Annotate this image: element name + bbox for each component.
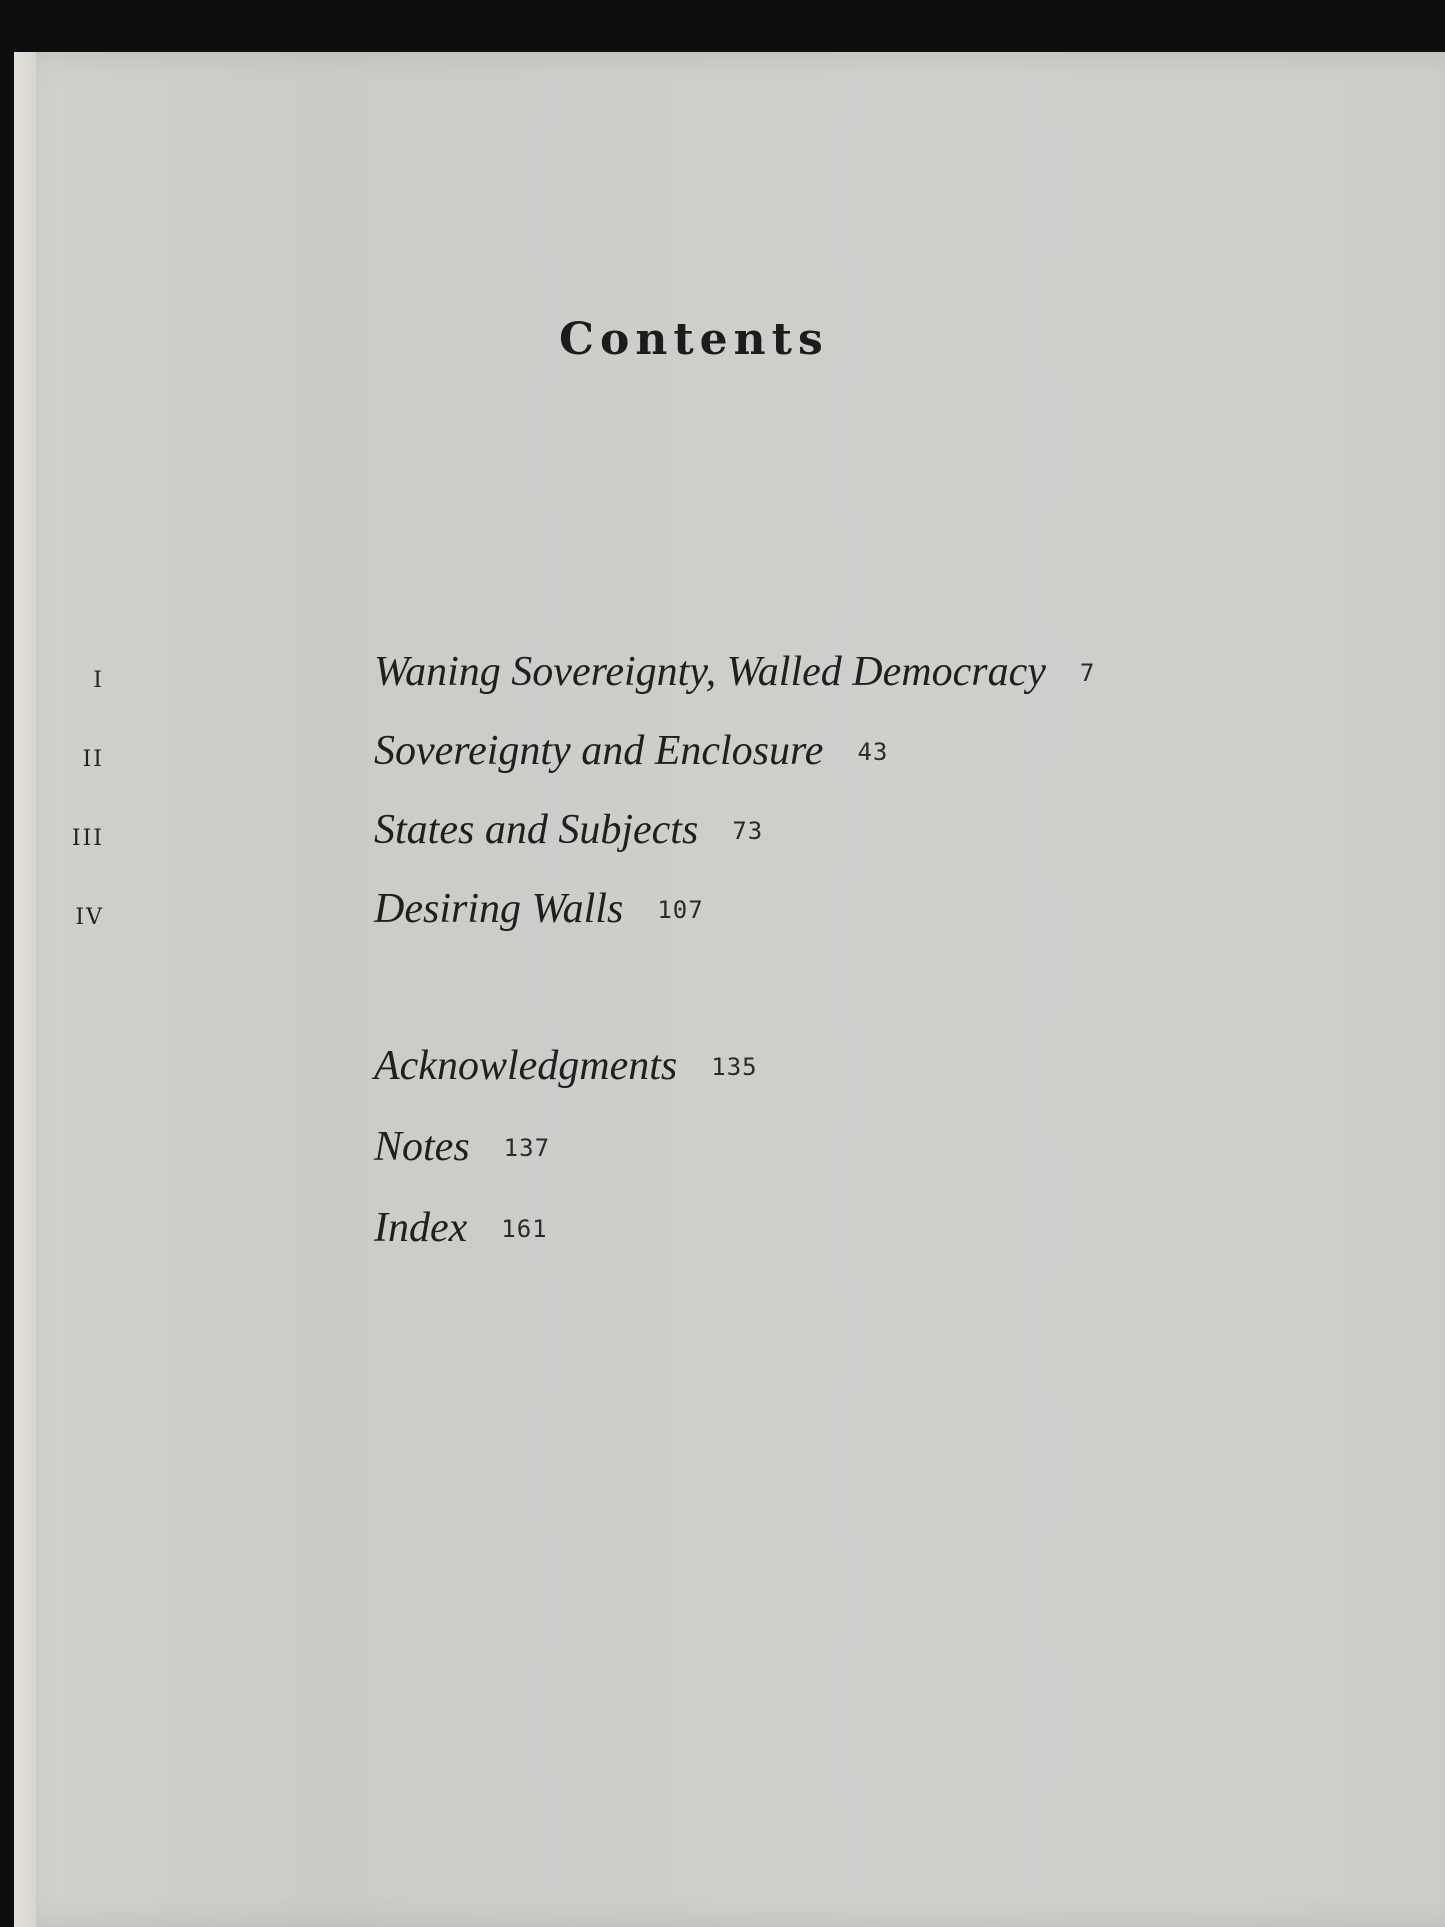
toc-chapter-1 [14,648,1214,708]
chapter-title: Waning Sovereignty, Walled Democracy [374,649,1046,695]
chapter-entry [374,648,1095,696]
back-matter-title: Acknowledgments [374,1043,678,1089]
chapter-numeral: III [71,826,104,851]
back-matter-entry [374,1123,550,1171]
toc-back-matter-1 [14,1042,1214,1102]
chapter-numeral: IV [75,905,104,930]
back-matter-page-number: 161 [501,1215,548,1243]
chapter-page-number: 107 [657,896,704,924]
book-page [14,52,1445,1927]
back-matter-title: Notes [374,1124,470,1170]
chapter-title: States and Subjects [374,807,699,853]
toc-back-matter-2 [14,1123,1214,1183]
chapter-entry [374,727,888,775]
back-matter-page-number: 137 [503,1134,551,1162]
chapter-title: Sovereignty and Enclosure [374,728,824,774]
toc-chapter-4 [14,885,1214,945]
chapter-page-number: 73 [732,817,764,845]
chapter-numeral: II [82,747,104,772]
chapter-title: Desiring Walls [374,886,624,932]
toc-chapter-2 [14,727,1214,787]
chapter-entry [374,885,704,933]
table-of-contents [14,52,1445,1927]
back-matter-entry [374,1204,548,1252]
chapter-numeral: I [93,668,104,693]
chapter-page-number: 43 [857,738,889,766]
back-matter-page-number: 135 [711,1053,758,1081]
chapter-page-number: 7 [1079,659,1096,687]
toc-back-matter-3 [14,1204,1214,1264]
back-matter-entry [374,1042,758,1090]
page-title: Contents [559,314,829,365]
back-matter-title: Index [374,1205,468,1251]
chapter-entry [374,806,763,854]
toc-chapter-3 [14,806,1214,866]
